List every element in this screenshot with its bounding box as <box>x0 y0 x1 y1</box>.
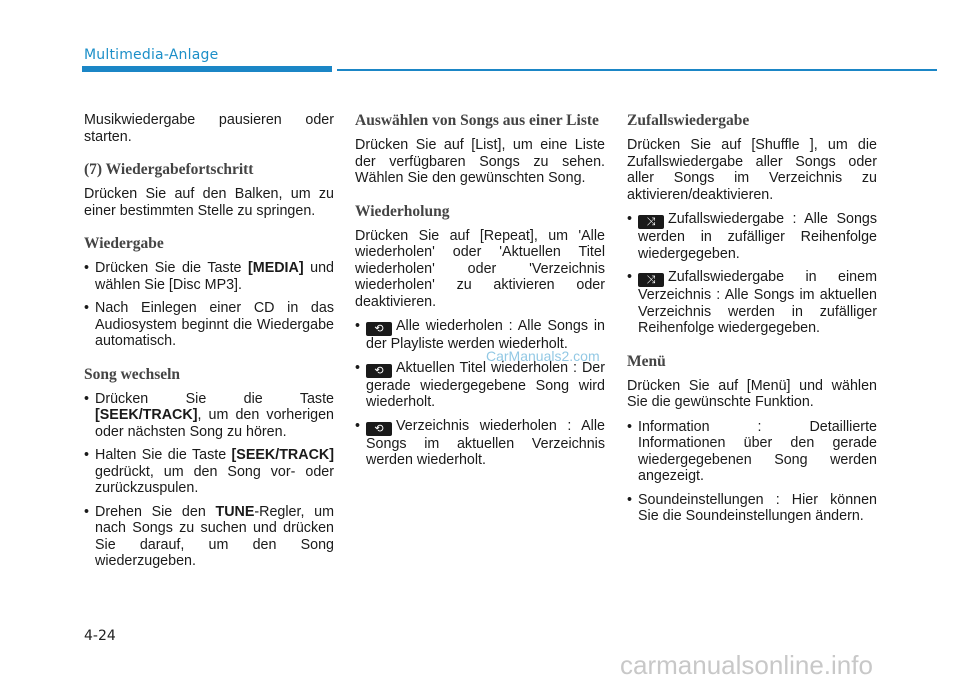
heading-list: Auswählen von Songs aus einer Liste <box>355 112 599 129</box>
heading-change-song: Song wechseln <box>84 365 181 383</box>
list-item: • Drehen Sie den TUNE-Regler, um nach Songs zu suchen und drücken Sie darauf, um den Song wiederzugeben. <box>84 504 334 570</box>
heading-playback: Wiedergabe <box>84 235 164 252</box>
header-rule-thin <box>337 69 937 71</box>
list-item: • Halten Sie die Taste [SEEK/TRACK] gedrückt, um den Song vor- oder zurückzuspulen. <box>84 447 334 497</box>
column-3 <box>627 112 877 532</box>
heading-progress: (7) Wiedergabefortschritt <box>84 161 254 178</box>
list-item: • Soundeinstellungen : Hier können Sie die Soundeinstellungen ändern. <box>627 492 877 525</box>
repeat-all-icon: ⟲ <box>366 322 392 336</box>
repeat-text: Drücken Sie auf [Repeat], um 'Alle wiederholen' oder 'Aktuellen Titel wiederholen' oder 'Verzeichnis wiederholen' zu aktivieren oder deaktivieren. <box>355 227 605 310</box>
list-item: • ⤨ Zufallswiedergabe : Alle Songs werden in zufälliger Reihenfolge wiedergegeben. <box>627 211 877 262</box>
list-item: • ⤨ Zufallswiedergabe in einem Verzeichnis : Alle Songs im aktuellen Verzeichnis werden in zufälliger Reihenfolge wiedergegeben. <box>627 269 877 337</box>
list-item: • Drücken Sie die Taste [MEDIA] und wählen Sie [Disc MP3]. <box>84 260 334 293</box>
intro-text: Musikwiedergabe pausieren oder starten. <box>84 112 334 145</box>
heading-shuffle: Zufallswiedergabe <box>627 112 750 129</box>
column-2 <box>355 112 605 476</box>
heading-repeat: Wiederholung <box>355 202 450 220</box>
watermark-carmanuals2: CarManuals2.com <box>486 348 600 364</box>
section-title: Multimedia-Anlage <box>84 47 219 63</box>
menu-text: Drücken Sie auf [Menü] und wählen Sie die gewünschte Funktion. <box>627 377 877 410</box>
repeat-folder-icon: ⟲ <box>366 422 392 436</box>
header-rule-thick <box>82 66 332 72</box>
list-item: • ⟲ Alle wiederholen : Alle Songs in der Playliste werden wiederholt. <box>355 318 605 353</box>
watermark-carmanualsonline: carmanualsonline.info <box>620 650 873 680</box>
shuffle-icon: ⤨ <box>638 215 664 229</box>
list-item: • Information : Detaillierte Informationen über den gerade wiedergegebenen Song werden angezeigt. <box>627 419 877 485</box>
column-1 <box>84 112 334 577</box>
list-item: • ⟲ Verzeichnis wiederholen : Alle Songs im aktuellen Verzeichnis werden wiederholt. <box>355 418 605 469</box>
heading-menu: Menü <box>627 352 666 370</box>
list-item: • Nach Einlegen einer CD in das Audiosystem beginnt die Wiedergabe automatisch. <box>84 300 334 350</box>
list-text: Drücken Sie auf [List], um eine Liste der verfügbaren Songs zu sehen. Wählen Sie den gewünschten Song. <box>355 137 605 186</box>
page-number: 4-24 <box>84 628 116 644</box>
shuffle-folder-icon: ⤨ <box>638 273 664 287</box>
shuffle-text: Drücken Sie auf [Shuffle ], um die Zufallswiedergabe aller Songs oder aller Songs im Verzeichnis zu aktivieren/deaktivieren. <box>627 137 877 203</box>
repeat-one-icon: ⟲ <box>366 364 392 378</box>
progress-text: Drücken Sie auf den Balken, um zu einer bestimmten Stelle zu springen. <box>84 186 334 219</box>
list-item: • ⟲ Aktuellen Titel wiederholen : Der gerade wiedergegebene Song wird wiederholt. <box>355 360 605 411</box>
list-item: • Drücken Sie die Taste [SEEK/TRACK], um den vorherigen oder nächsten Song zu hören. <box>84 391 334 441</box>
